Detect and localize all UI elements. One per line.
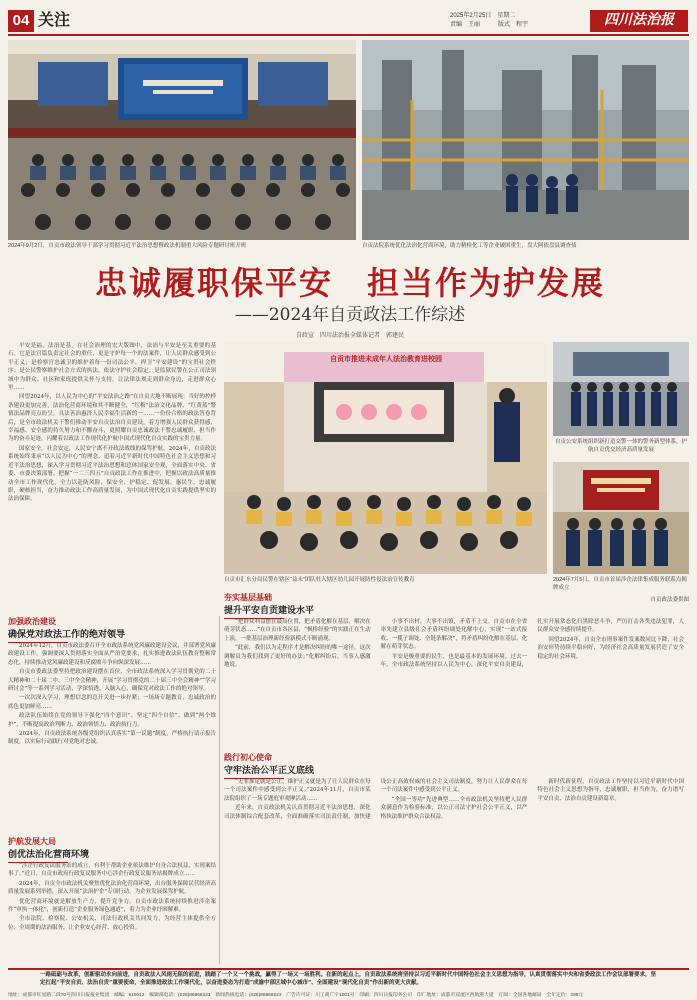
paragraph: 2024年，自贡政法系统各级党组织认真落实“第一议题”制度，严格执行请示报告制度，以实际行动践行对党绝对忠诚。 <box>8 731 216 746</box>
section-kicker: 践行初心使命 <box>224 753 272 762</box>
classroom-photo <box>224 342 547 574</box>
paragraph: 近年来，自贡政法机关认真贯彻习近平法治思想，深化司法体制综合配套改革，全面准确落实司法责任制，加快建设公正高效权威的社会主义司法制度，努力让人民群众在每一个司法案件中感受到公平正义。 <box>224 779 528 820</box>
paragraph: 回望2024年，自贡全市刑事案件发案数同比下降，社会治安形势持续平稳向好，为经济社会高质量发展营造了安全稳定的社会环境。 <box>537 636 684 660</box>
paragraph: 政法队伍始终在党的领导下强化“四个意识”、坚定“四个自信”、做到“两个维护”，不断提高政治判断力、政治领悟力、政治执行力。 <box>8 713 216 728</box>
intro-paragraph: 平安是福，法治是基。在社会治理的宏大版图中，法治与平安是至关重要的基石。它是法官篇负责定社会的重任，更是守护每一个的法案件，让人民群众感受到公平正义；是检察官忠诚卫的维护着每一份司法公平，捍卫“平安建设”的宝贵社会秩序；是公民警察维护社会方式的执法，依法守护社会稳定；是监狱民警在公正司法领域中为群众、社区和家庭提供关怀与支持，让法律法规走到群众身边，走进群众心里…… <box>8 343 216 392</box>
section-grassroots <box>224 592 464 619</box>
byline: 自政宣 四川法治报全媒体记者 郭建民 <box>295 333 404 339</box>
intro-paragraph: 回望2024年，以人民为中心的“平安法治之路”在自贡大地不断展现：当好的控样条建设更加完善，法治化营商环境和其不断健全，“红梅”法治文化品牌、“红黄蓝”警情法品牌亮点纷呈，良法善治惠泽人民幸福生活新的一……一份份合格的政法答卷背后，是全市政法机关干警们推动平安自贡法治自贡建设，着力增强人民群众获得感、幸福感、安全感的持久努力和不懈奋斗，更照耀自贡忠诚政法干警忠诚履职、担当作为的奋斗足迹，闪耀着以政法工作现代化护航中国式现代化自贡实践的宝贵力量。 <box>8 394 216 443</box>
section-title: 提升平安自贡建设水平 <box>224 606 315 616</box>
paragraph: “涉企行政复议服务站的成立，有利于帮助企业依法维护自身合法权益，实现案结事了。”近日，自贡市政府行政复议服务中心涉企行政复议服务站揭牌成立…… <box>8 863 216 878</box>
footer-statement: 一路砥砺与改革，创新驱动永向前进，自贡政法人风雨无阻的前进，践踏了一个又一个挑战，赢得了一场又一场胜利。在新的起点上，自贡政法系统将坚持以习近平新时代中国特色社会主义思想为指导，认真贯彻落实中央和省委政法工作会议部署要求，坚定扛起“平安自贡、法治自贡”重要使命，全面推进政法工作现代化，以奋进姿态为打造“成渝中部区域中心城市”、全面建设“现代化自贡”作出新的更大贡献。 <box>40 972 657 986</box>
section-political-text <box>8 642 216 832</box>
page-number: 04 <box>8 10 34 32</box>
section-title: 确保党对政法工作的绝对领导 <box>8 630 126 640</box>
police-photo <box>553 342 689 436</box>
section-kicker: 夯实基层基础 <box>224 593 272 602</box>
section-justice <box>224 752 464 779</box>
ceremony-photo-caption: 2024年7月5日，自贡市首届涉企法律集成服务联系点揭牌成立 <box>553 577 687 591</box>
date-line: 2025年2月25日 星期二 <box>450 13 516 19</box>
paragraph: “此前，我们以为走程序才是解决纠纷的唯一途径，这次调解员为我们找到了更好的办法。”化解纠纷后，当事人感激地说。 <box>224 645 371 669</box>
headline-subtitle: ——2024年自贡政法工作综述 <box>234 305 466 325</box>
paragraph: 平安是极重要的民生，也是最基本的发展环境。过去一年，全市政法系统坚持以人民为中心，深化平安自贡建设，扎实开展常态化扫黑除恶斗争，严厉打击各类违法犯罪，人民群众安全感持续提升。 <box>380 619 684 669</box>
column-divider <box>219 616 220 964</box>
section-development <box>8 836 216 863</box>
section-development-text <box>8 862 216 964</box>
paragraph: 小事不出村、大事不出镇，矛盾不上交。自贡市在全省率先建立县级社会矛盾纠纷调处化解中心，实现“一站式接收、一揽子调处、全链条解决”，将矛盾纠纷化解在基层、化解在萌芽状态。 <box>380 619 528 651</box>
ceremony-photo <box>553 462 689 574</box>
classroom-banner: 自贡市推进未成年人法治教育进校园 <box>330 356 442 363</box>
section-grassroots-text <box>224 618 684 748</box>
photo-credit: 自贡政法委供图 <box>650 597 689 603</box>
factory-photo <box>362 40 689 240</box>
intro-text <box>8 342 216 612</box>
paragraph: “无罪推定就是公正，维护正义就是为了让人民群众在每一个司法案件中感受到公平正义。”2024年11月，自贡市某法院组织了一场专题庭审观摩活动…… <box>224 779 371 802</box>
section-political <box>8 616 216 643</box>
paragraph: 优化营商环境就是解放生产力，提升竞争力。自贡市政法系统持续推进涉企案件“审执一体化”，创新打造“企业服务绿色通道”，着力为企业纾困解难。 <box>8 898 216 914</box>
paragraph: 2024年12月，自贡市政法委召开全市政法系统党风廉政建设会议，并部署党风廉政建设工作，强调要深入贯彻落实全面从严治党要求，扎实推进政法队伍教育整顿常态化，持续推动党风廉政建设和反腐败斗争向纵深发展…… <box>8 643 216 666</box>
section-label: 关注 <box>38 12 71 29</box>
section-title: 守牢法治公平正义底线 <box>224 766 315 776</box>
imprint-line: 地址：成都市红星路二段70号四川日报报业集团 邮编：610012 编辑部电话：(028)86968221 新闻热线电话：(028)86968223 广告许可证：川工商广字1001号 印刷：四川日报印务公司 印厂地址：成都市双流区西航港大道 订阅：全国各地邮局 全年定价：288元 <box>8 993 584 998</box>
section-kicker: 加强政治建设 <box>8 617 56 626</box>
paragraph: 一次次深入学习，理想信念的总开关进一步拧紧；一场场专题教育，忠诚政治的底色更加鲜亮…… <box>8 695 216 710</box>
factory-photo-caption: 自贡法院系统优化法治化营商环境，助力精检化工等企业破困重生，盘大阿依盘县调查侦 <box>362 243 577 249</box>
newspaper-logo: 四川法治报 <box>590 10 688 32</box>
paragraph: 全市法院、检察院、公安机关、司法行政机关共同发力，为经营主体提供全方位、全周期的法治服务，让企业安心经营、放心投资。 <box>8 916 216 931</box>
classroom-photo-caption: 自贡市汇东分局民警在辖区“益未”团队驻入辖区幼儿园开展防性侵法治宣传教育 <box>224 577 415 583</box>
meeting-photo-caption: 2024年9月2日，自贡市政法领导干部学习贯彻习近平法治思想暨政法机制重大风险专题研讨班开班 <box>8 243 247 249</box>
section-title: 创优法治化营商环境 <box>8 850 90 860</box>
header-rule <box>8 34 689 36</box>
paragraph: “全国一等功”先进典型……全市政法机关坚持把人民群众满意作为检验标准，以公正司法守护社会公平正义，以严格执法维护群众合法权益。 <box>380 796 528 820</box>
section-justice-text <box>224 778 684 964</box>
editor-line: 责编 王丽 版式 程宇 <box>450 22 529 28</box>
section-kicker: 护航发展大局 <box>8 837 56 846</box>
paragraph: “把群众利益摆在最高位置，把矛盾化解在基层、解决在萌芽状态……”在自贡市各区县，“枫桥经验”的实践正在生动上演，一批基层治理新经验新模式不断涌现。 <box>224 619 371 642</box>
paragraph: 自贡市委政法委坚持把政治建设摆在首位，全市政法系统深入学习贯彻党的二十大精神和二十届二中、三中全会精神，开展“学习贯彻党的二十届三中全会精神”“学习研讨会”等一系列学习活动，学深悟透、入脑入心，确保党对政法工作的绝对领导。 <box>8 669 216 693</box>
police-photo-caption: 自贡公安系统组织新打造交警一体的警务新型体系，护航自贡优交经济高质量发展 <box>554 439 687 453</box>
intro-paragraph: 国家安全，社会安定，人民安宁离不开政法战线的保驾护航。2024年，自贡政法系统始终秉承“以人民为中心”的理念，追着习近平新时代中国特色社会主义思想和习近平法治思想，深入学习贯彻习近平法治思想和总体国家安全观，全面落实中央、省委、市委决策部署，把握“一二三四五”自贡政法工作在推进中，把握以政法高质量推动全市工作现代化，全力以赴防风险、保安全、护稳定、促发展、惠民生，忠诚履职，硬核担当，奋力推动政法工作高质量发展，为中国式现代化自贡实践提供坚实的法治保障。 <box>8 445 216 503</box>
paragraph: 2024年，自贡全市政法机关聚焦优化法治化营商环境，出台服务保障民营经济高质量发展系列举措，深入开展“法治护企”专项行动，为企业发展保驾护航。 <box>8 880 216 896</box>
date-info <box>450 12 580 30</box>
meeting-photo <box>8 40 356 240</box>
paragraph: 新时代新征程，自贡政法工作坚持以习近平新时代中国特色社会主义思想为指导，忠诚履职、担当作为，奋力谱写平安自贡、法治自贡建设新篇章。 <box>537 779 684 802</box>
headline-title: 忠诚履职保平安 担当作为护发展 <box>94 264 605 302</box>
